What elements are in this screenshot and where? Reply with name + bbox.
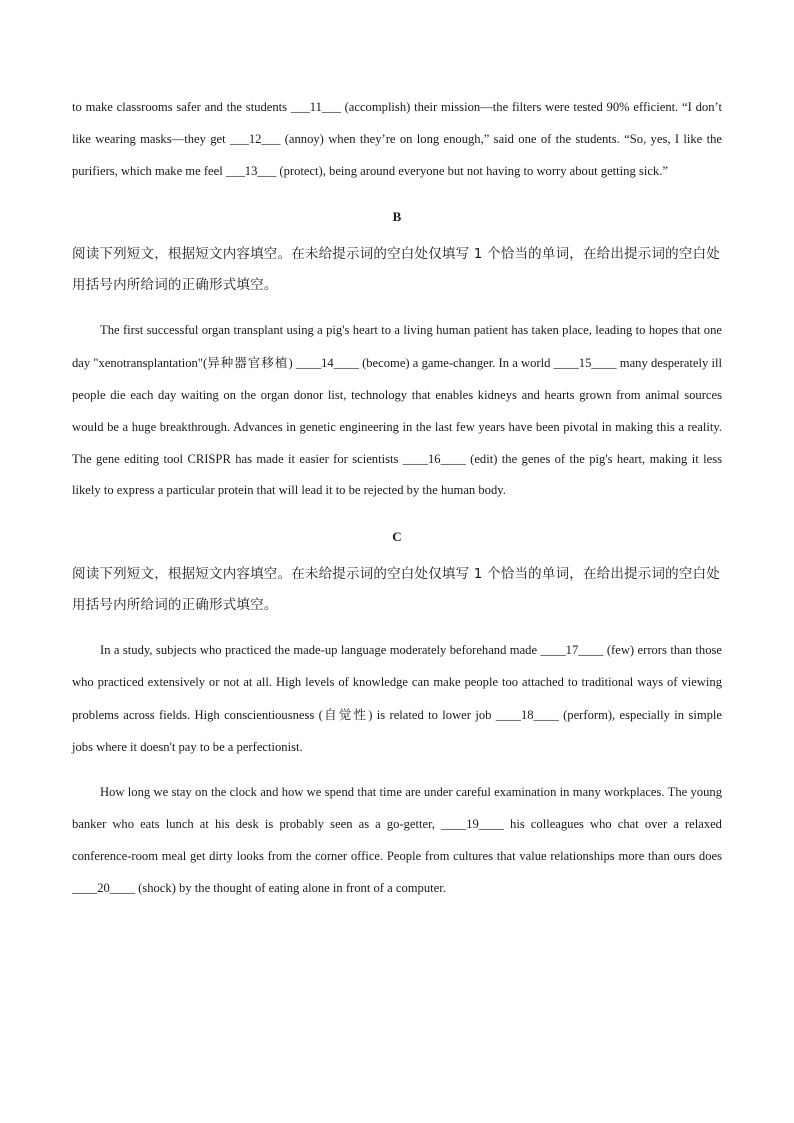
blank-14: ____14____ [295,356,359,371]
text: to make classrooms safer and the students [72,100,291,114]
text: his colleagues who chat over a relaxed conference-room meal get dirty looks from the corner office. People from cultures that value relationships more than ours does [72,817,722,863]
text: (annoy) when they’re on long enough,” said one of the students. “So, yes, I like the purifiers, which make me feel [72,131,722,178]
blank-15: ____15____ [553,356,617,371]
chinese-gloss: 自觉性 [322,706,369,722]
section-c-heading: C [392,529,402,545]
section-c-instruction: 阅读下列短文，根据短文内容填空。在未给提示词的空白处仅填写 1 个恰当的单词，在给出提示词的空白处用括号内所给词的正确形式填空。 [72,566,720,614]
blank-16: ____16____ [402,451,466,466]
text: ) [288,356,296,371]
text: (edit) the genes of the pig's heart, making it less likely to express a particular protein that will lead it to be rejected by the human body. [72,451,722,498]
document-page [72,92,722,905]
text: many desperately ill people die each day waiting on the organ donor list, technology that enables kidneys and hearts grown from animal sources would be a huge breakthrough. Advances in genetic engineering in the last few years have been pivotal in making this a reality. The gene editing tool CRISPR has made it easier for scientists [72,356,722,466]
section-b-instruction: 阅读下列短文，根据短文内容填空。在未给提示词的空白处仅填写 1 个恰当的单词，在给出提示词的空白处用括号内所给词的正确形式填空。 [72,246,720,294]
chinese-gloss: 异种器官移植 [207,355,289,371]
text: (shock) by the thought of eating alone in front of a computer. [134,880,446,895]
text: (few) errors than those who practiced extensively or not at all. High levels of knowledge can make people too attached to traditional ways of viewing problems across fields. High conscientiousness ( [72,643,722,722]
text: (accomplish) their mission—the filters were tested 90% efficient. “I don’t like wearing masks—they get [72,100,722,146]
passage-a-tail [72,92,722,187]
text: (protect), being around everyone but not having to worry about getting sick.” [276,163,668,178]
text: In a study, subjects who practiced the made-up language moderately beforehand made [100,643,541,658]
blank-12: ___12___ [229,131,281,146]
section-b-heading: B [392,209,402,225]
text: How long we stay on the clock and how we spend that time are under careful examination in many workplaces. The young banker who eats lunch at his desk is probably seen as a go-getter, [72,785,722,832]
text: (perform), especially in simple jobs where it doesn't pay to be a perfectionist. [72,707,722,754]
blank-13: ___13___ [225,163,277,178]
text: The first successful organ transplant using a pig's heart to a living human patient has taken place, leading to hopes that one day "xenotransplantation"( [72,323,722,371]
blank-18: ____18____ [495,707,559,722]
text: (become) a game-changer. In a world [358,356,554,371]
section-c-paragraph-2 [72,777,722,904]
text: ) is related to lower job [368,707,496,722]
blank-20: ____20____ [72,880,135,895]
section-c-paragraph-1 [72,635,722,763]
section-b-paragraph [72,315,722,507]
blank-11: ___11___ [290,100,341,114]
blank-17: ____17____ [540,643,604,658]
blank-19: ____19____ [441,817,504,832]
